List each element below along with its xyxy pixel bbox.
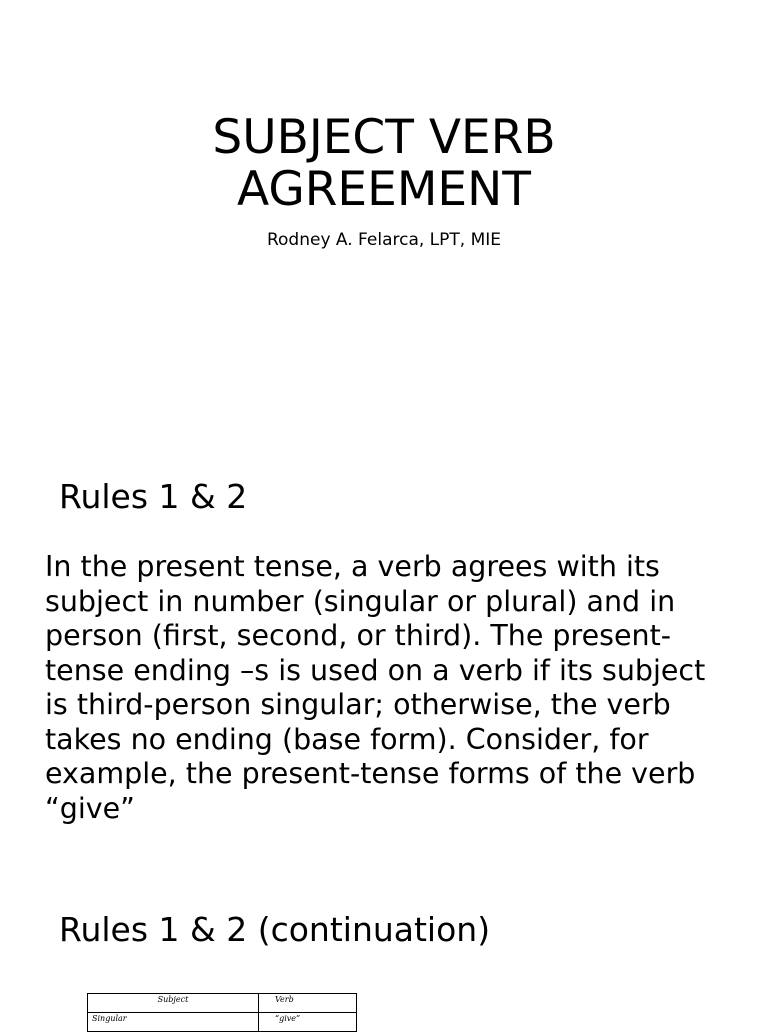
table-header-subject: Subject xyxy=(88,994,259,1013)
table-header-verb: Verb xyxy=(259,994,357,1013)
title-line-2: AGREEMENT xyxy=(237,162,531,217)
table-row xyxy=(88,1013,357,1032)
rules-body-text: In the present tense, a verb agrees with its subject in number (singular or plural) and in person (first, second, or third). The present-tense ending –s is used on a verb if its subject is third-person singular; otherwise, the verb takes no ending (base form). Consider, for example, the present-tense forms of the verb “give” xyxy=(45,550,706,825)
title-slide xyxy=(0,0,768,430)
table-header-row xyxy=(88,994,357,1013)
verb-forms-table xyxy=(87,993,357,1032)
slide-title xyxy=(0,112,768,216)
table-cell-subject: Singular xyxy=(88,1013,259,1032)
rules-heading: Rules 1 & 2 xyxy=(59,477,248,516)
rules-continuation-heading: Rules 1 & 2 (continuation) xyxy=(59,910,491,949)
slide-subtitle: Rodney A. Felarca, LPT, MIE xyxy=(266,230,502,250)
table-cell-verb: “give” xyxy=(259,1013,357,1032)
title-line-1: SUBJECT VERB xyxy=(212,110,556,165)
